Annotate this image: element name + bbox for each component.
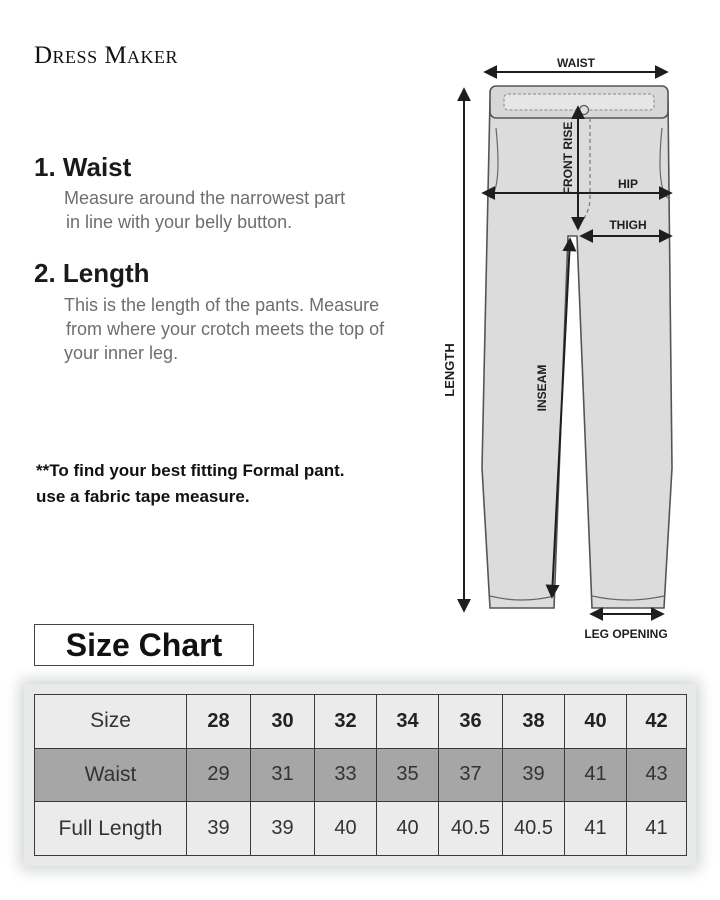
length-label: LENGTH [442,343,457,397]
waist-description-line-2: in line with your belly button. [66,212,293,232]
size-cell: 30 [251,695,315,749]
length-heading: 2. Length [34,258,150,288]
waist-cell: 39 [503,748,565,802]
brand-logo: Dress Maker [34,42,179,69]
waist-description-line-1: Measure around the narrowest part [64,188,346,208]
full-length-cell: 41 [565,802,627,856]
length-description-line-3: your inner leg. [64,343,179,363]
size-chart-table [34,694,687,856]
button-icon [580,106,589,115]
size-cell: 38 [503,695,565,749]
fitting-note-line-2: use a fabric tape measure. [36,487,250,506]
size-chart-table-container [24,684,696,866]
waist-cell: 29 [187,748,251,802]
size-cell: 36 [439,695,503,749]
full-length-cell: 39 [251,802,315,856]
full-length-row-header: Full Length [35,802,187,856]
full-length-cell: 40 [377,802,439,856]
size-row [35,695,687,749]
waist-row-header: Waist [35,748,187,802]
size-cell: 40 [565,695,627,749]
waist-cell: 41 [565,748,627,802]
size-chart-title: Size Chart [34,624,254,666]
waist-cell: 33 [315,748,377,802]
thigh-label: THIGH [609,218,647,232]
fitting-note [36,458,345,510]
full-length-cell: 40.5 [439,802,503,856]
length-description-line-2: from where your crotch meets the top of [66,319,385,339]
waist-heading: 1. Waist [34,152,132,182]
full-length-cell: 40.5 [503,802,565,856]
pant-measurement-diagram [432,48,720,648]
full-length-row [35,802,687,856]
fitting-note-line-1: **To find your best fitting Formal pant. [36,461,345,480]
size-row-header: Size [35,695,187,749]
full-length-cell: 40 [315,802,377,856]
waist-cell: 35 [377,748,439,802]
front-rise-label: FRONT RISE [561,121,575,195]
leg-opening-label: LEG OPENING [584,627,668,641]
inseam-label: INSEAM [535,364,549,412]
waist-cell: 43 [627,748,687,802]
size-cell: 28 [187,695,251,749]
full-length-cell: 41 [627,802,687,856]
waist-row [35,748,687,802]
size-cell: 32 [315,695,377,749]
waist-cell: 31 [251,748,315,802]
length-description-line-1: This is the length of the pants. Measure [64,295,380,315]
waist-cell: 37 [439,748,503,802]
full-length-cell: 39 [187,802,251,856]
waist-label: WAIST [557,56,595,70]
hip-label: HIP [617,177,639,191]
size-cell: 34 [377,695,439,749]
size-cell: 42 [627,695,687,749]
